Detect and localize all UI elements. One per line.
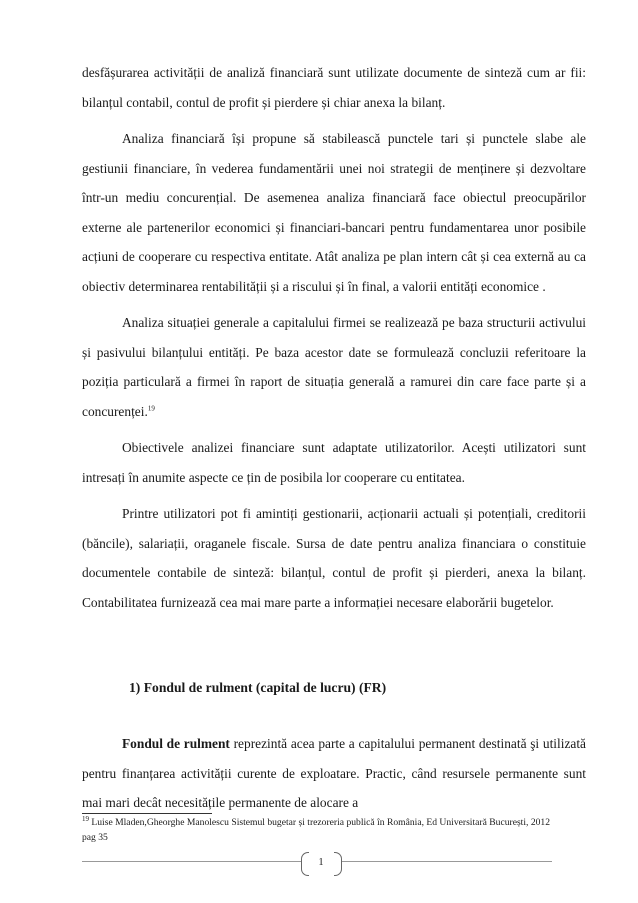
section-bold-lead: Fondul de rulment [122,736,230,751]
section-body [82,729,586,818]
section-text: reprezintă acea parte a capitalului permanent destinată şi utilizată pentru finanțarea activității curente de exploatare. Practic, când resursele permanente sunt mai mari decât necesitățile permanente de alocare a [82,736,586,810]
page-number-left-bracket [301,852,309,876]
body-text [82,58,586,617]
paragraph-3 [82,308,586,426]
footnote-separator [82,813,212,814]
footnote-text: Luise Mladen,Gheorghe Manolescu Sistemul bugetar și trezoreria publică în România, Ed Universitară București, 2012 pag 35 [82,817,551,843]
page-number: 1 [301,852,341,874]
paragraph-1: desfășurarea activității de analiză financiară sunt utilizate documente de sinteză cum ar fii: bilanțul contabil, contul de profit și pierdere și chiar anexa la bilanț. [82,65,586,110]
footnote [82,816,562,845]
page-number-right-bracket [334,852,342,876]
paragraph-3-text: Analiza situației generale a capitalului firmei se realizează pe baza structurii activului și pasivului bilanțului entități. Pe baza acestor date se formulează concluzii referitoare la poziția particulară a firmei în raport de situația generală a ramurei din care face parte și a concurenței. [82,315,586,419]
section-paragraph [82,729,586,818]
footnote-number: 19 [82,814,89,823]
paragraph-5: Printre utilizatori pot fi amintiți gestionarii, acționarii actuali și potențiali, creditorii (băncile), salariații, oraganele fiscale. Sursa de date pentru analiza financiara o constituie documentele contabile de sinteză: bilanțul, contul de profit și pierderi, anexa la bilanț. Contabilitatea furnizează cea mai mare parte a informației necesare elaborării bugetelor. [82,506,586,610]
section-heading: 1) Fondul de rulment (capital de lucru) (FR) [129,680,387,695]
footnote-reference: 19 [147,404,155,413]
paragraph-4: Obiectivele analizei financiare sunt adaptate utilizatorilor. Acești utilizatori sunt intresați în anumite aspecte ce țin de posibila lor cooperare cu entitatea. [82,440,586,485]
paragraph-2: Analiza financiară își propune să stabilească punctele tari și punctele slabe ale gestiunii financiare, în vederea fundamentării unei noi strategii de menținere și dezvoltare într-un mediu concurențial. De asemenea analiza financiară face obiectul preocupărilor externe ale partenerilor economici și financiari-bancari pentru fundamentarea unor posibile acțiuni de cooperare cu respectiva entitate. Atât analiza pe plan intern cât și cea externă au ca obiectiv determinarea rentabilității și a riscului și în final, a valorii entități economice . [82,131,586,294]
